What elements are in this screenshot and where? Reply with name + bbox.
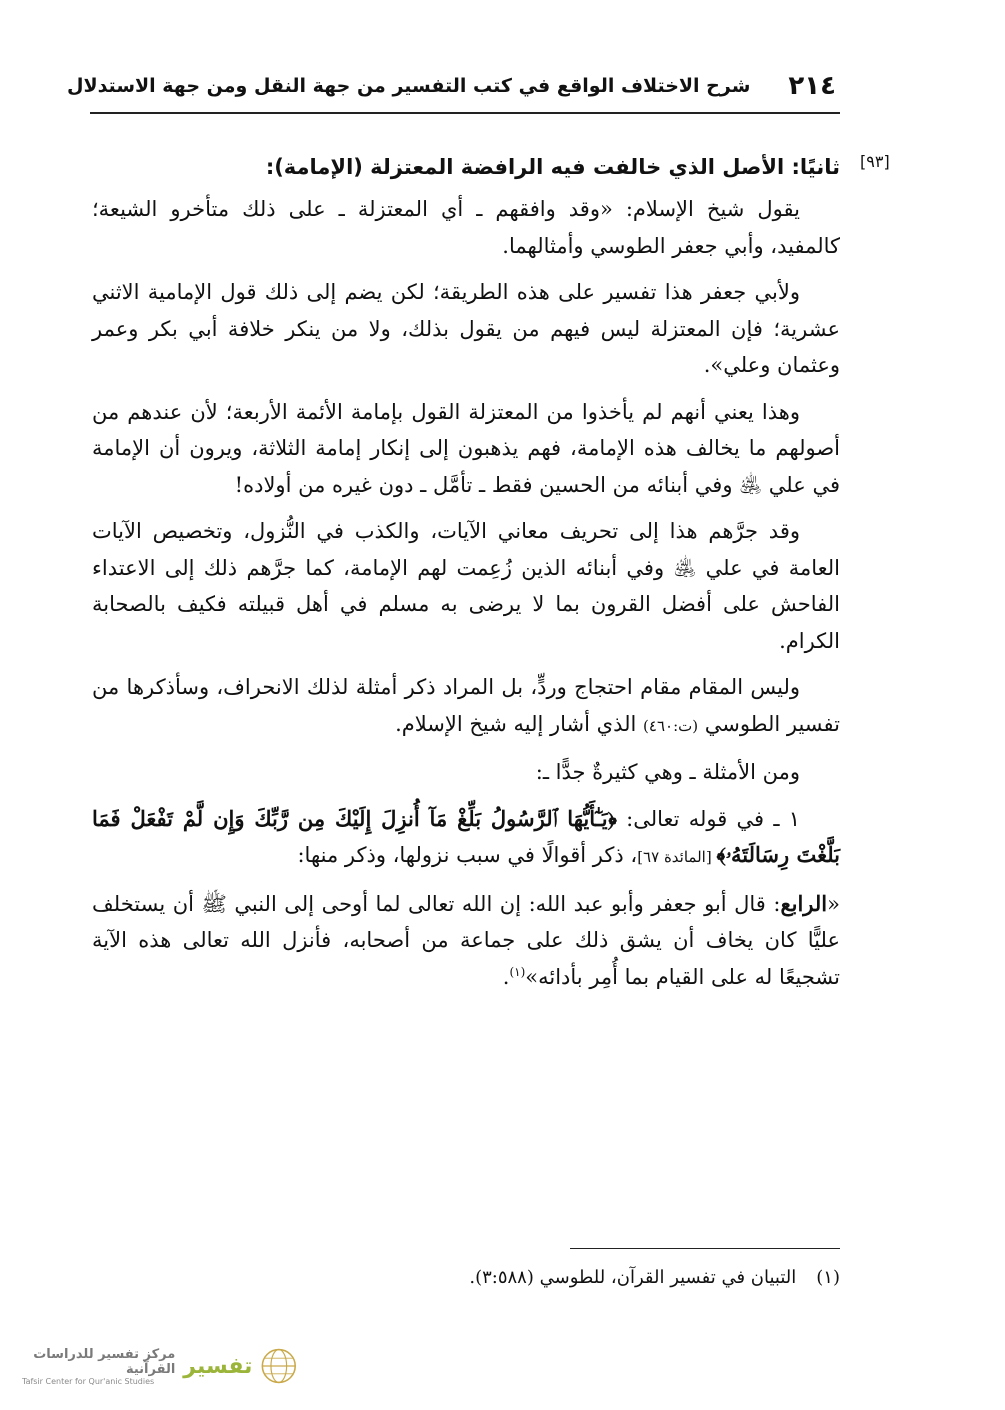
- section-number: [٩٣]: [860, 152, 890, 171]
- paragraph-7-text-a: ١ ـ في قوله تعالى:: [616, 806, 800, 831]
- paragraph-8-text: : قال أبو جعفر وأبو عبد الله: إن الله تعالى لما أوحى إلى النبي ﷺ أن يستخلف عليًّا كان يخاف أن يشق ذلك على جماعة من أصحابه، فأنزل الله تعالى هذه الآية تشجيعًا له على القيام بما أُمِر بأدائه»: [92, 891, 840, 989]
- globe-icon: [260, 1342, 298, 1390]
- paragraph-5-text-b: الذي أشار إليه شيخ الإسلام.: [395, 711, 644, 736]
- paragraph-5: [92, 669, 840, 744]
- logo-text: [22, 1347, 175, 1386]
- paragraph-3: وهذا يعني أنهم لم يأخذوا من المعتزلة القول بإمامة الأئمة الأربعة؛ لأن عندهم من أصولهم ما يخالف هذه الإمامة، فهم يذهبون إلى إنكار إمامة الثلاثة، ويرون أن الإمامة في علي ﵁ وفي أبنائه من الحسين فقط ـ تأمَّل ـ دون غيره من أولاده!: [92, 399, 840, 497]
- running-title: شرح الاختلاف الواقع في كتب التفسير من جهة النقل ومن جهة الاستدلال: [66, 75, 751, 97]
- section-heading: ثانيًا: الأصل الذي خالفت فيه الرافضة المعتزلة (الإمامة):: [265, 155, 840, 179]
- paragraph-1: يقول شيخ الإسلام: «وقد وافقهم ـ أي المعتزلة ـ على ذلك متأخرو الشيعة؛ كالمفيد، وأبي جعفر الطوسي وأمثالهما.: [92, 197, 840, 258]
- page-number: ٢١٤: [788, 71, 836, 101]
- paragraph-7: [92, 801, 840, 876]
- footnote-text: التبيان في تفسير القرآن، للطوسي (٣:٥٨٨).: [469, 1267, 797, 1288]
- paragraph-2: ولأبي جعفر هذا تفسير على هذه الطريقة؛ لكن يضم إلى ذلك قول الإمامية الاثني عشرية؛ فإن المعتزلة ليس فيهم من يقول بذلك، ولا من ينكر خلافة أبي بكر وعمر وعثمان وعلي».: [92, 280, 840, 377]
- paragraph-8-end: .: [502, 964, 510, 989]
- page-header: [66, 66, 840, 106]
- logo-word: تفسير: [183, 1353, 253, 1379]
- quote-open: «: [827, 891, 840, 916]
- paragraph-6: ومن الأمثلة ـ وهي كثيرةٌ جدًّا ـ:: [535, 760, 800, 784]
- footnote: [92, 1264, 840, 1292]
- footnote-marker: (١): [816, 1267, 840, 1288]
- paragraph-7-text-b: ، ذكر أقوالًا في سبب نزولها، وذكر منها:: [297, 843, 638, 867]
- paragraph-5-text-a: وليس المقام مقام احتجاج وردٍّ، بل المراد ذكر أمثلة لذلك الانحراف، وسأذكرها من تفسير الطوسي: [92, 675, 840, 736]
- quote-label: الرابع: [780, 890, 828, 916]
- verse-reference: [المائدة ٦٧]: [637, 848, 717, 866]
- body-text: [92, 150, 840, 1005]
- footnote-ref[interactable]: (١): [509, 964, 526, 979]
- footnote-rule: [570, 1248, 840, 1249]
- death-date: (ت:٤٦٠): [643, 716, 699, 735]
- publisher-logo: [22, 1340, 298, 1392]
- paragraph-8: [92, 886, 840, 996]
- logo-arabic-name: مركز تفسير للدراسات القرآنية: [33, 1346, 176, 1377]
- header-rule: [90, 112, 840, 114]
- logo-english-name: Tafsir Center for Qur'anic Studies: [22, 1376, 155, 1386]
- quran-verse: ﴿يَـٰٓأَيُّهَا ٱلرَّسُولُ بَلِّغْ مَآ أُنزِلَ إِلَيْكَ مِن رَّبِّكَ وَإِن لَّمْ تَفْعَلْ فَمَا بَلَّغْتَ رِسَالَتَهُۥ﴾: [92, 805, 840, 867]
- paragraph-4: وقد جرَّهم هذا إلى تحريف معاني الآيات، والكذب في النُّزول، وتخصيص الآيات العامة في علي ﵁ وفي أبنائه الذين زُعِمت لهم الإمامة، كما جرَّهم ذلك إلى الاعتداء الفاحش على أفضل القرون بما لا يرضى به مسلم في أهل قبيلته فكيف بالصحابة الكرام.: [92, 519, 840, 653]
